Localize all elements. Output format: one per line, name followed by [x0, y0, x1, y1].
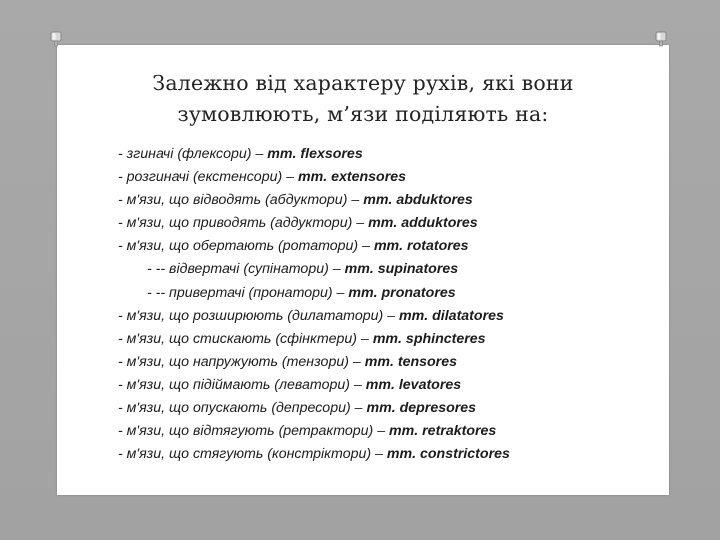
list-item — [118, 166, 658, 189]
latin-term: mm. dilatatores — [399, 307, 504, 324]
title-line: Залежно від характеру рухів, які вони — [152, 71, 574, 95]
item-description: - м'язи, що приводять (аддуктори) – — [118, 215, 369, 232]
list-item — [118, 328, 658, 351]
item-description: - м'язи, що опускають (депресори) – — [118, 400, 367, 417]
list-item — [118, 235, 658, 258]
list-subitem — [118, 258, 658, 281]
list-item — [118, 143, 658, 166]
item-description: - м'язи, що відводять (абдуктори) – — [118, 192, 364, 209]
list-item — [118, 189, 658, 212]
item-description: - м'язи, що розширюють (дилататори) – — [118, 307, 400, 324]
item-description: - м'язи, що стягують (констріктори) – — [118, 446, 387, 463]
item-description: - -- відвертачі (супінатори) – — [147, 261, 345, 278]
latin-term: mm. abduktores — [363, 192, 473, 209]
latin-term: mm. rotatores — [373, 238, 469, 255]
item-description: - згиначі (флексори) – — [118, 146, 268, 162]
title-line: зумовлюють, м’язи поділяють на: — [177, 102, 549, 126]
item-description: - розгиначі (екстенсори) – — [118, 169, 298, 186]
item-description: - -- привертачі (пронатори) – — [147, 284, 349, 301]
list-item — [118, 305, 658, 328]
item-description: - м'язи, що підіймають (леватори) – — [118, 376, 366, 393]
latin-term: mm. tensores — [364, 353, 457, 370]
list-item — [118, 397, 658, 420]
item-description: - м'язи, що напружують (тензори) – — [118, 353, 365, 370]
item-description: - м'язи, що стискають (сфінктери) – — [118, 330, 373, 347]
item-description: - м'язи, що відтягують (ретрактори) – — [118, 423, 390, 440]
latin-term: mm. sphincteres — [372, 330, 486, 347]
list-item — [118, 374, 658, 397]
slide-title — [80, 68, 646, 130]
list-item — [118, 443, 658, 466]
latin-term: mm. constrictores — [386, 446, 510, 463]
list-item — [118, 420, 658, 443]
latin-term: mm. pronatores — [348, 284, 456, 301]
latin-term: mm. extensores — [297, 169, 407, 186]
latin-term: mm. supinatores — [344, 261, 459, 278]
latin-term: mm. adduktores — [368, 215, 478, 232]
latin-term: mm. depresores — [366, 400, 477, 417]
item-description: - м'язи, що обертають (ротатори) – — [118, 238, 374, 255]
list-item — [118, 212, 658, 235]
pushpin-icon — [47, 30, 65, 48]
latin-term: mm. flexsores — [267, 146, 363, 162]
latin-term: mm. retraktores — [389, 423, 497, 440]
muscle-classification-list — [118, 143, 658, 466]
list-item — [118, 351, 658, 374]
pushpin-icon — [652, 30, 670, 48]
list-subitem — [118, 282, 658, 305]
latin-term: mm. levatores — [365, 376, 462, 393]
